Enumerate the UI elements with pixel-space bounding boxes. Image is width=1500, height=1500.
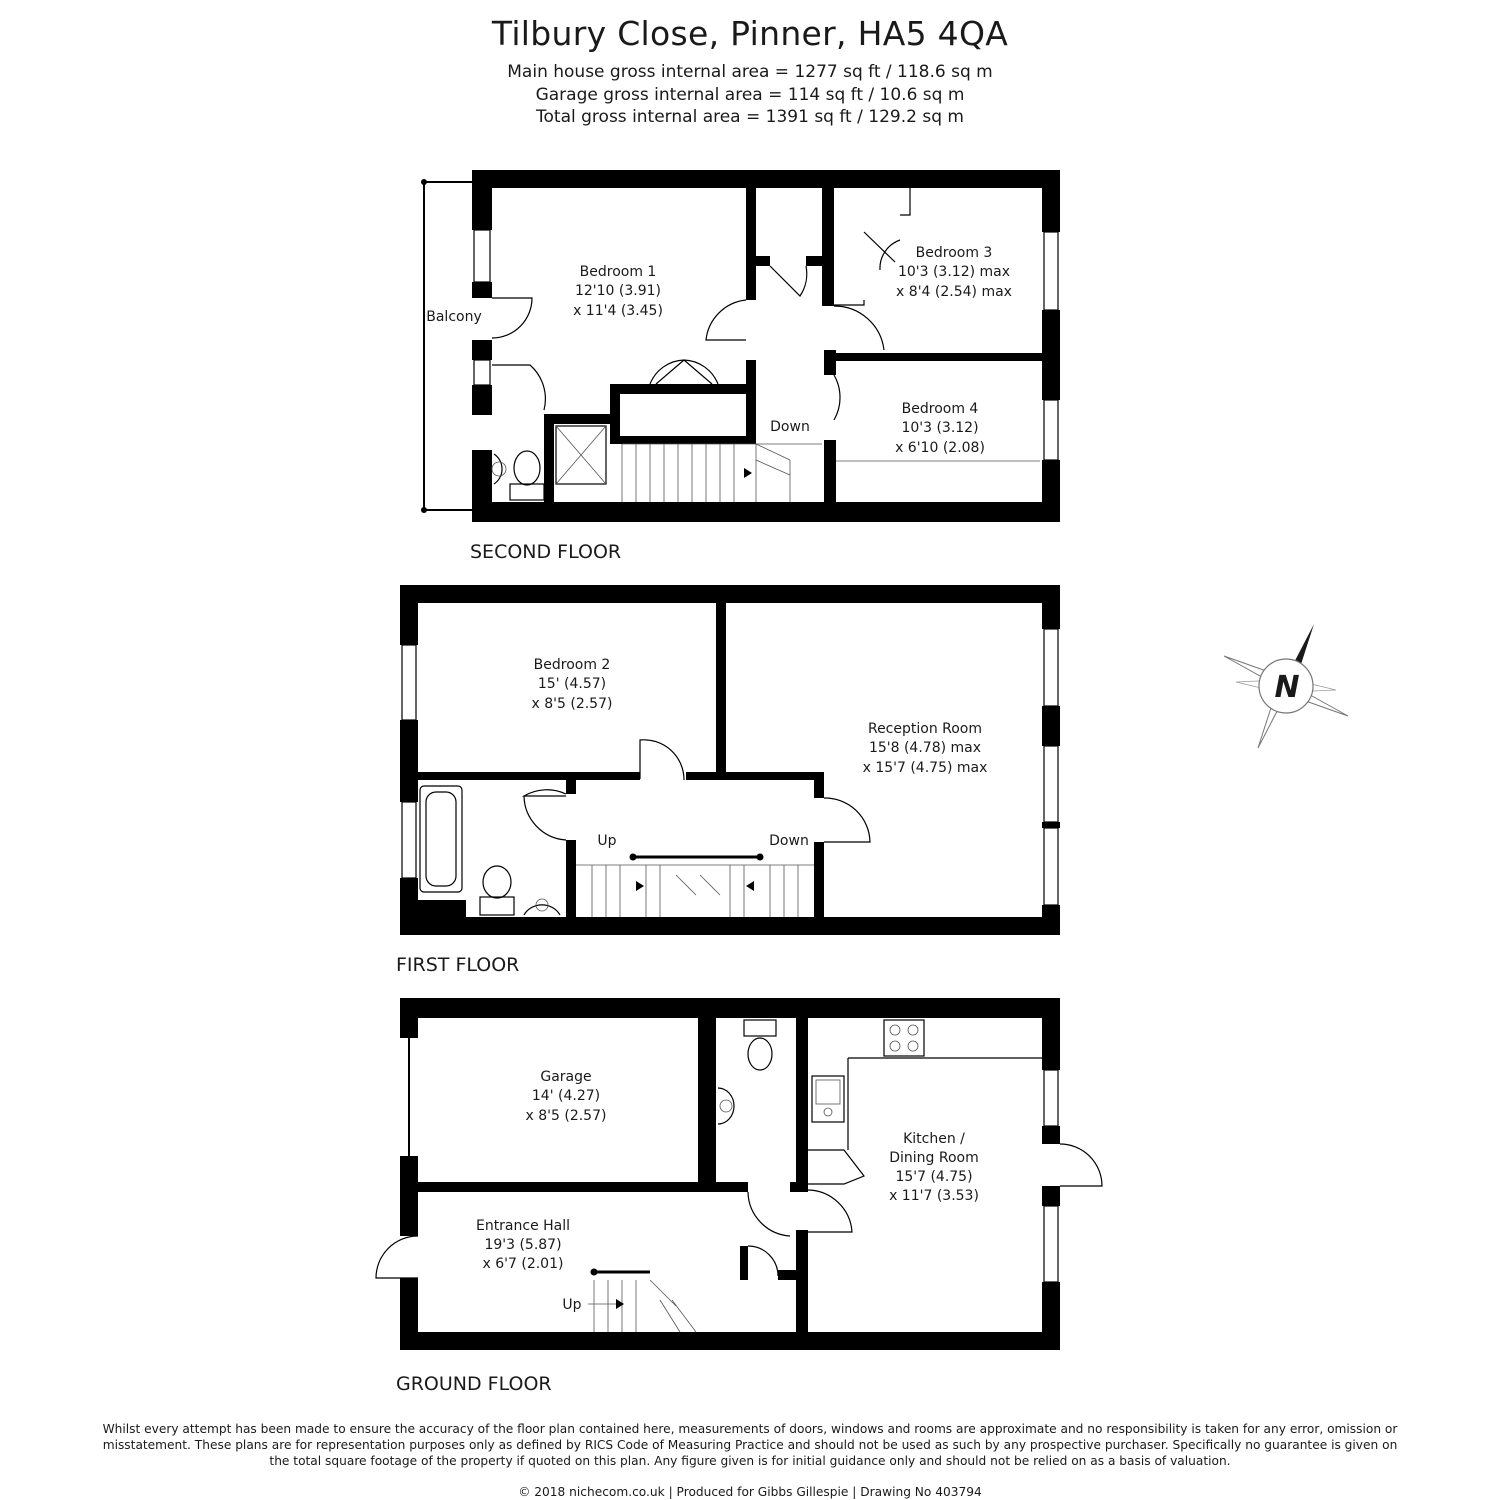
bedroom2-dim2: x 8'5 (2.57) [531,696,613,712]
second-floor-label: SECOND FLOOR [470,541,622,563]
stairs-direction-arrow-icon [744,468,752,478]
first-stairs-up-label: Up [597,833,617,849]
first-floor-stairs [576,854,814,918]
kitchen-name-2: Dining Room [889,1150,979,1166]
garage-dim2: x 8'5 (2.57) [525,1108,607,1124]
ground-stairs-up-label: Up [562,1297,582,1313]
bedroom2-dim1: 15' (4.57) [537,676,607,692]
compass-north-letter: N [1274,670,1300,705]
ground-floor-label: GROUND FLOOR [396,1373,552,1395]
bedroom4-dim1: 10'3 (3.12) [901,420,979,436]
stairs-up-arrow-icon [636,881,644,891]
first-stairs-down-label: Down [769,833,809,849]
bedroom4-name: Bedroom 4 [901,401,979,417]
disclaimer-text: Whilst every attempt has been made to ensure the accuracy of the floor plan contained here, measurements of doors, windows and rooms are approximate and no responsibility is taken for any error, omission or misstatement. These plans are for representation purposes only as defined by RICS Code of Measuring Practice and should not be used as such by any prospective purchaser. Specifically no guarantee is given on the total square footage of the property if quoted on this plan. Any figure given is for initial guidance only and should not be relied on as a basis of valuation. [102,1422,1398,1468]
total-area: Total gross internal area = 1391 sq ft / 129.2 sq m [536,107,964,127]
bedroom1-dim2: x 11'4 (3.45) [573,303,663,319]
kitchen-dim2: x 11'7 (3.53) [889,1188,979,1204]
bedroom1-dim1: 12'10 (3.91) [574,283,662,299]
balcony-label: Balcony [426,309,482,325]
garage-dim1: 14' (4.27) [531,1088,601,1104]
bedroom3-name: Bedroom 3 [915,245,993,261]
first-floor-label: FIRST FLOOR [396,954,520,976]
bedroom1-name: Bedroom 1 [579,264,657,280]
hall-dim1: 19'3 (5.87) [484,1237,562,1253]
kitchen-name-1: Kitchen / [903,1131,965,1147]
garage-area: Garage gross internal area = 114 sq ft / 10.6 sq m [535,85,965,105]
kitchen-dim1: 15'7 (4.75) [895,1169,973,1185]
stairs-up-arrow-icon [616,1299,624,1309]
main-house-area: Main house gross internal area = 1277 sq ft / 118.6 sq m [507,62,993,82]
first-floor-plan [396,585,1060,976]
reception-dim1: 15'8 (4.78) max [868,740,982,756]
ground-floor-stairs [588,1269,696,1333]
stairs-down-arrow-icon [746,881,754,891]
bedroom4-dim2: x 6'10 (2.08) [895,440,985,456]
reception-dim2: x 15'7 (4.75) max [862,760,988,776]
copyright-text: © 2018 nichecom.co.uk | Produced for Gibbs Gillespie | Drawing No 403794 [518,1485,982,1499]
ground-floor-plan [376,998,1102,1395]
second-stairs-down-label: Down [770,419,810,435]
second-floor-plan [421,170,1060,563]
bedroom3-dim1: 10'3 (3.12) max [897,264,1011,280]
plan-title: Tilbury Close, Pinner, HA5 4QA [491,14,1009,53]
hall-name: Entrance Hall [475,1218,571,1234]
reception-name: Reception Room [867,721,983,737]
bedroom2-name: Bedroom 2 [533,657,611,673]
compass-rose-icon [1224,624,1348,748]
bedroom3-dim2: x 8'4 (2.54) max [896,284,1012,300]
hall-dim2: x 6'7 (2.01) [482,1256,564,1272]
garage-name: Garage [540,1069,592,1085]
